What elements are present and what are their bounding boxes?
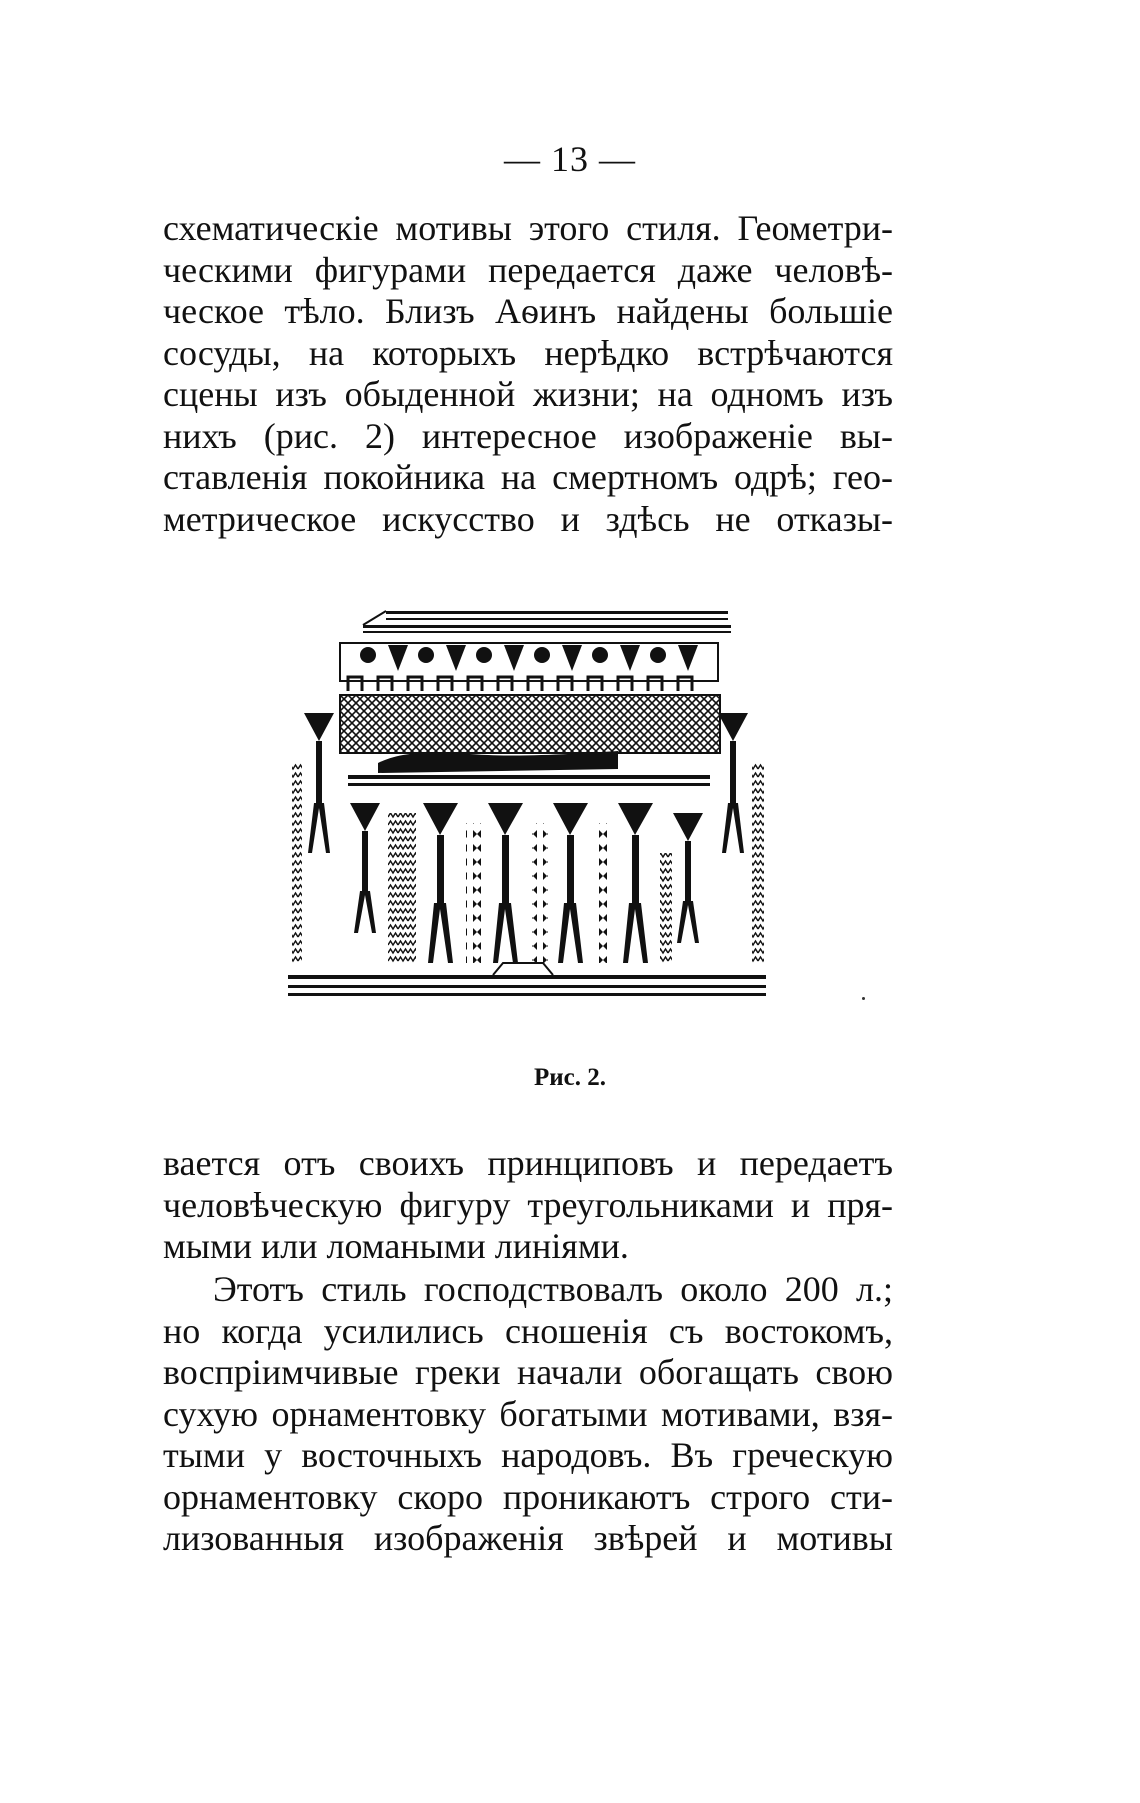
text-line: ставленія покойника на смертномъ одрѣ; гео- — [163, 457, 893, 497]
text-line: метрическое искусство и здѣсь не отказы- — [163, 498, 893, 539]
text-line: тыми у восточныхъ народовъ. Въ греческую — [163, 1435, 893, 1475]
paragraph-1 — [163, 208, 893, 540]
text-line: орнаментовку скоро проникаютъ строго сти- — [163, 1476, 893, 1517]
text-line: Этотъ стиль господствовалъ около 200 л.; — [213, 1269, 893, 1309]
text-line: воспріимчивые греки начали обогащать свою — [163, 1352, 893, 1392]
text-line: вается отъ своихъ принциповъ и передаетъ — [163, 1143, 893, 1183]
figure-caption: Рис. 2. — [533, 1064, 607, 1091]
prothesis-scene-illustration — [288, 603, 768, 1035]
frieze-figures — [340, 643, 718, 691]
vase-painting-figure — [288, 603, 768, 1035]
top-border-lines — [363, 611, 731, 633]
text-line: сухую орнаментовку богатыми мотивами, взя- — [163, 1393, 893, 1434]
print-speck — [862, 997, 865, 1000]
text-line: но когда усилились сношенія съ востокомъ, — [163, 1310, 893, 1351]
text-line: ческое тѣло. Близъ Аѳинъ найдены большіе — [163, 291, 893, 331]
text-line: ческими фигурами передается даже человѣ- — [163, 249, 893, 290]
shroud-and-bier — [340, 695, 720, 786]
bottom-border-lines — [288, 963, 766, 996]
page-number: — 13 — — [504, 139, 636, 179]
text-line: мыми или ломаными линіями. — [163, 1226, 629, 1266]
text-line: схематическіе мотивы этого стиля. Геометри- — [163, 208, 893, 248]
paragraph-2 — [163, 1143, 893, 1268]
text-line: сосуды, на которыхъ нерѣдко встрѣчаются — [163, 332, 893, 373]
text-line: человѣческую фигуру треугольниками и пря- — [163, 1184, 893, 1225]
text-line: лизованныя изображенія звѣрей и мотивы — [163, 1518, 893, 1558]
paragraph-3 — [163, 1269, 893, 1560]
text-line: нихъ (рис. 2) интересное изображеніе вы- — [163, 415, 893, 456]
text-line: сцены изъ обыденной жизни; на одномъ изъ — [163, 374, 893, 414]
